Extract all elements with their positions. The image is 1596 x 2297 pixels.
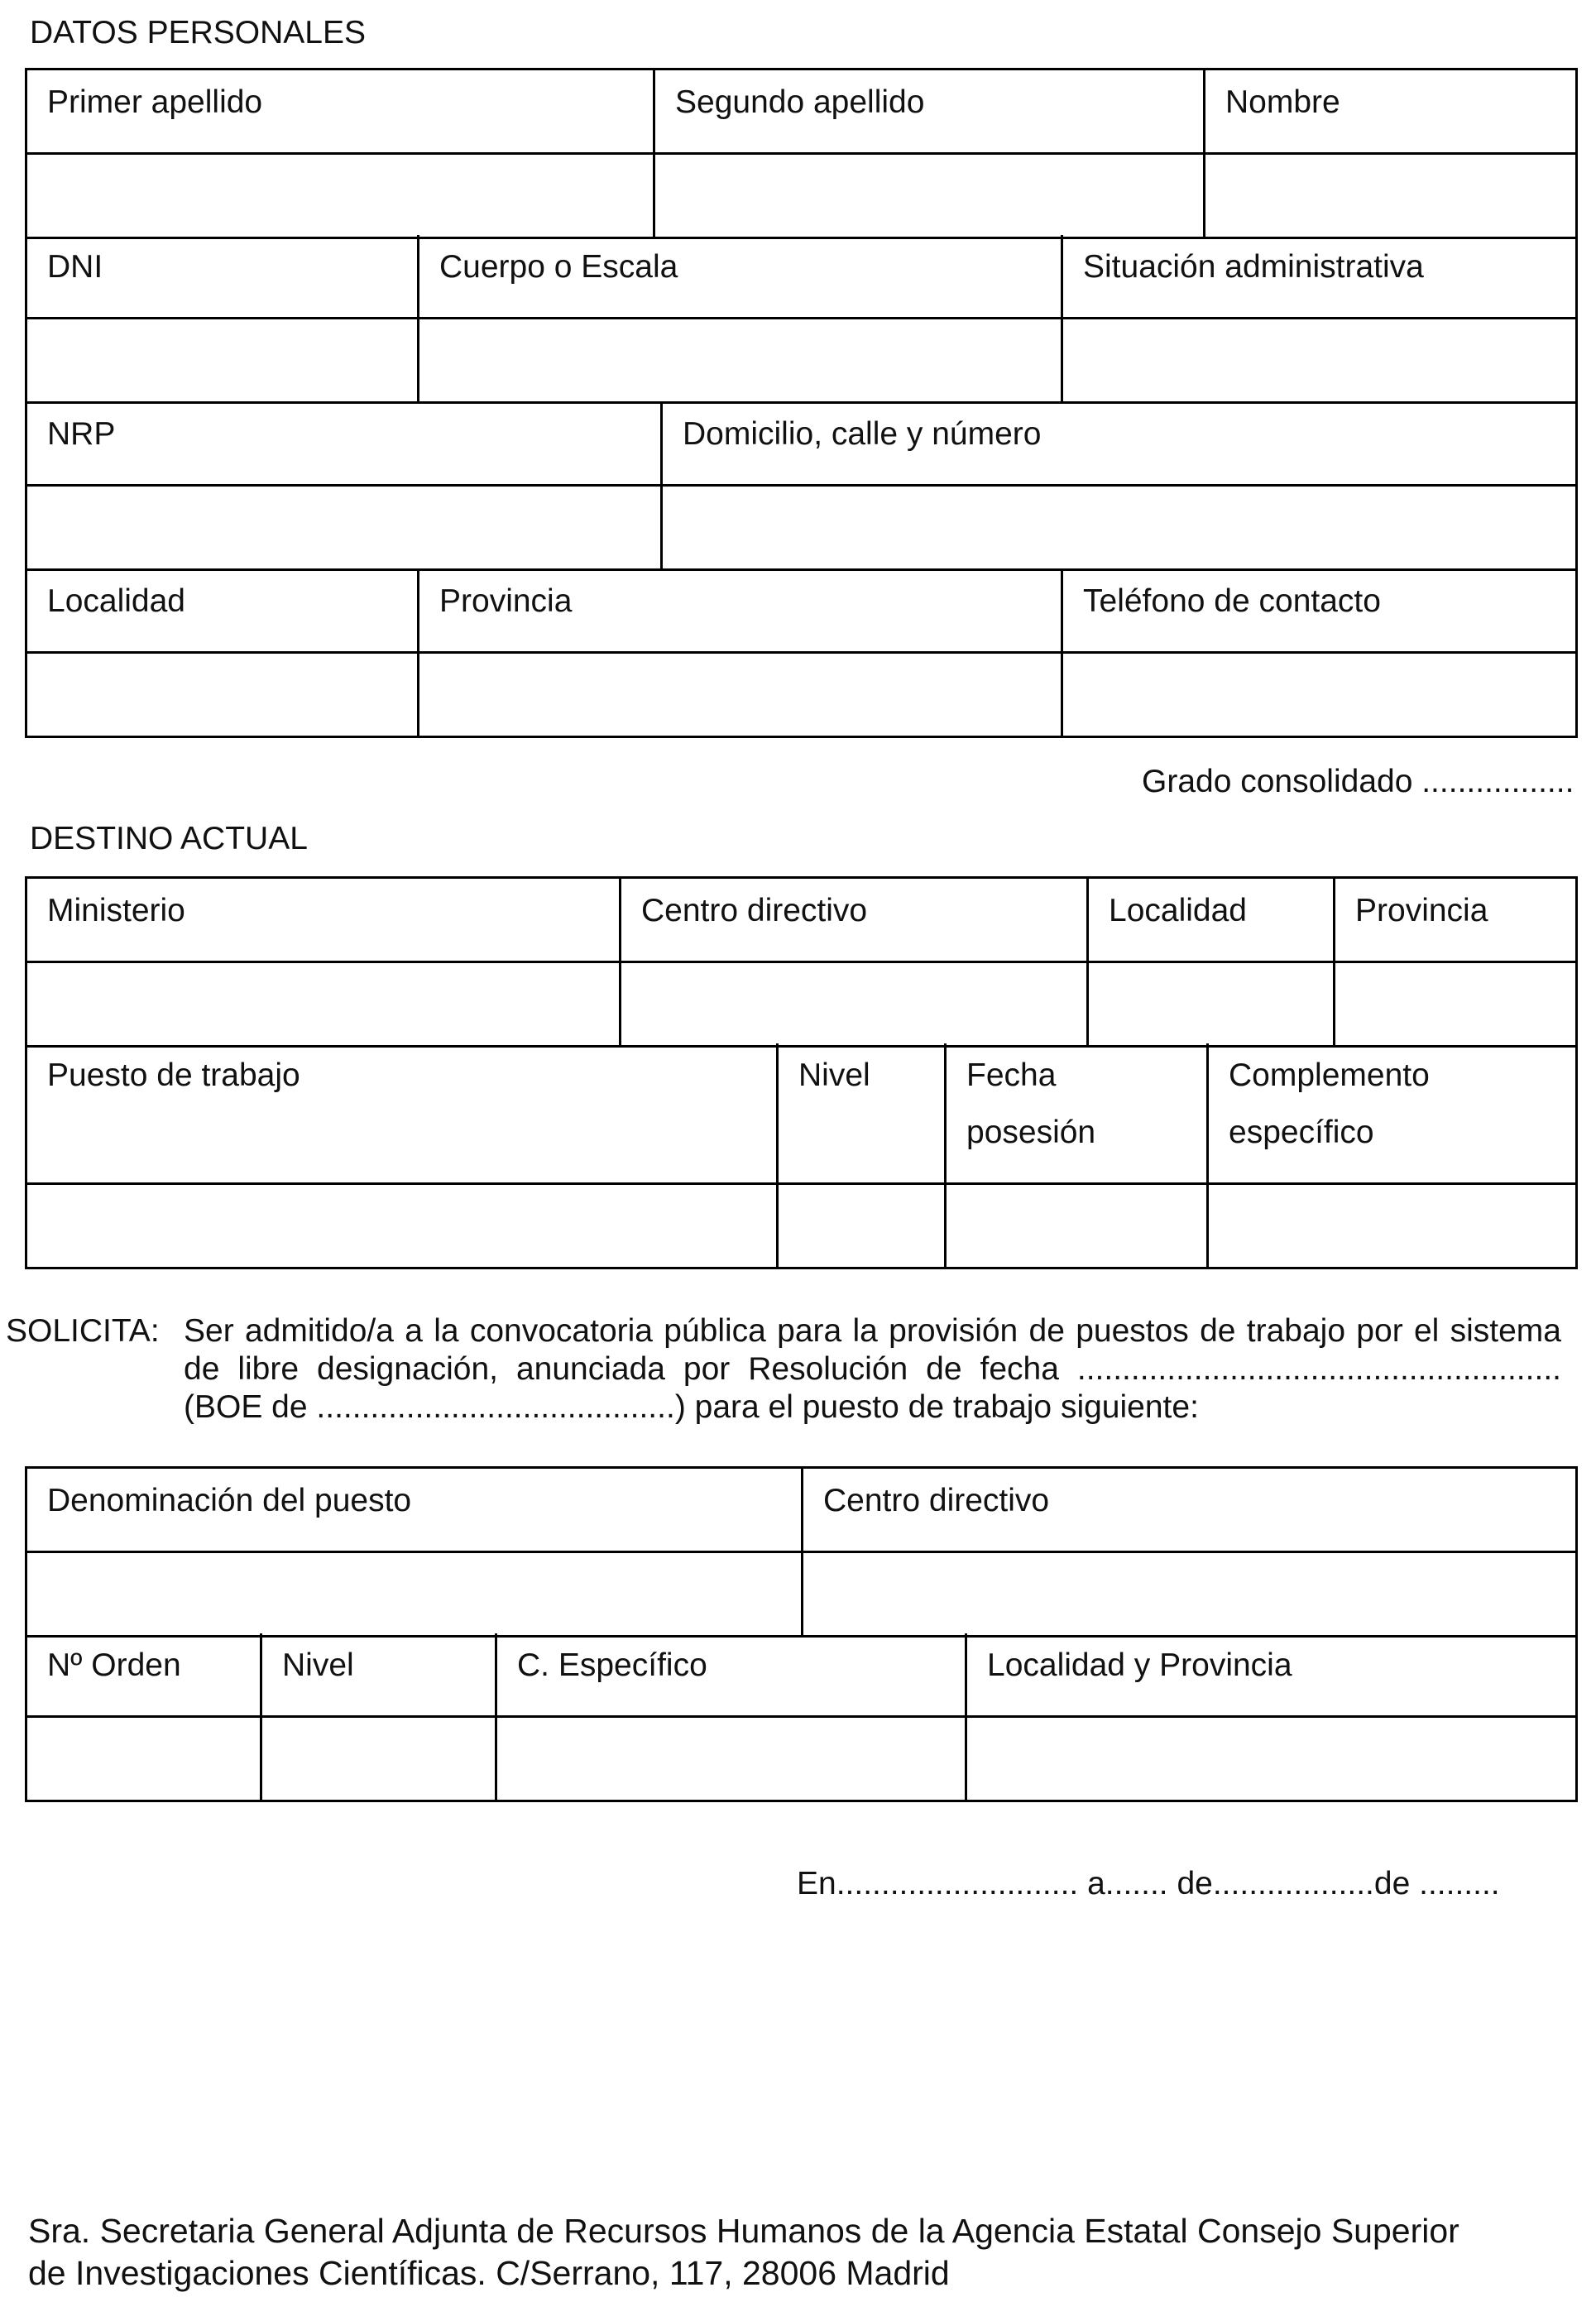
destino-grid-1: [25, 876, 1578, 1048]
field-situacion-administrativa[interactable]: [1063, 319, 1578, 404]
destinatario-line-1: Sra. Secretaria General Adjunta de Recursos Humanos de la Agencia Estatal Consejo Superior: [28, 2212, 1459, 2250]
solicita-line-2: de libre designación, anunciada por Resolución de fecha ......................................................: [184, 1351, 1561, 1387]
fecha-lugar-line: En........................... a....... de..................de .........: [797, 1866, 1500, 1901]
label-localidad: Localidad: [27, 569, 419, 654]
field-cuerpo-escala[interactable]: [419, 319, 1063, 404]
field-segundo-apellido[interactable]: [655, 155, 1205, 239]
field-fecha-posesion[interactable]: [947, 1185, 1209, 1269]
field-localidad-destino[interactable]: [1089, 963, 1335, 1048]
solicita-line-1: Ser admitido/a a la convocatoria pública para la provisión de puestos de trabajo por el sistema: [184, 1313, 1561, 1349]
label-numero-orden: Nº Orden: [27, 1633, 262, 1718]
field-ministerio[interactable]: [27, 963, 621, 1048]
label-fecha-posesion: [947, 1043, 1209, 1185]
section-heading-datos-personales: DATOS PERSONALES: [30, 15, 367, 50]
puesto-grid-2: [25, 1633, 1578, 1802]
solicita-line-3: (BOE de ........................................) para el puesto de trabajo siguiente:: [184, 1389, 1199, 1425]
destinatario-line-2: de Investigaciones Científicas. C/Serrano, 117, 28006 Madrid: [28, 2254, 950, 2292]
grado-consolidado: Grado consolidado .................: [1142, 764, 1574, 799]
field-denominacion-puesto[interactable]: [27, 1553, 803, 1638]
solicita-label: SOLICITA:: [6, 1313, 160, 1349]
field-complemento-especifico[interactable]: [1209, 1185, 1578, 1269]
field-nivel-destino[interactable]: [779, 1185, 947, 1269]
label-situacion-administrativa: Situación administrativa: [1063, 235, 1578, 319]
field-domicilio[interactable]: [663, 487, 1578, 571]
label-nivel-destino: Nivel: [779, 1043, 947, 1185]
label-provincia: Provincia: [419, 569, 1063, 654]
field-primer-apellido[interactable]: [27, 155, 655, 239]
label-puesto-trabajo: Puesto de trabajo: [27, 1043, 779, 1185]
label-localidad-destino: Localidad: [1089, 879, 1335, 963]
personal-data-grid-1: [25, 68, 1578, 239]
personal-data-grid-2: [25, 235, 1578, 404]
field-numero-orden[interactable]: [27, 1718, 262, 1802]
label-centro-directivo-puesto: Centro directivo: [803, 1469, 1578, 1553]
label-nivel-puesto: Nivel: [262, 1633, 497, 1718]
label-ministerio: Ministerio: [27, 879, 621, 963]
label-primer-apellido: Primer apellido: [27, 70, 655, 155]
label-telefono: Teléfono de contacto: [1063, 569, 1578, 654]
section-heading-destino-actual: DESTINO ACTUAL: [30, 821, 308, 856]
label-domicilio: Domicilio, calle y número: [663, 402, 1578, 487]
field-provincia[interactable]: [419, 654, 1063, 738]
label-denominacion-puesto: Denominación del puesto: [27, 1469, 803, 1553]
puesto-grid-1: [25, 1466, 1578, 1638]
label-centro-directivo: Centro directivo: [621, 879, 1089, 963]
field-nivel-puesto[interactable]: [262, 1718, 497, 1802]
destino-grid-2: [25, 1043, 1578, 1269]
field-localidad[interactable]: [27, 654, 419, 738]
field-centro-directivo-puesto[interactable]: [803, 1553, 1578, 1638]
field-centro-directivo[interactable]: [621, 963, 1089, 1048]
label-nrp: NRP: [27, 402, 663, 487]
personal-data-grid-3: [25, 402, 1578, 571]
personal-data-grid-4: [25, 569, 1578, 738]
field-telefono[interactable]: [1063, 654, 1578, 738]
label-nombre: Nombre: [1205, 70, 1578, 155]
field-c-especifico[interactable]: [497, 1718, 967, 1802]
solicita-text: [184, 1312, 1561, 1427]
label-fecha-line1: Fecha: [966, 1057, 1057, 1093]
label-complemento-line2: específico: [1229, 1115, 1374, 1150]
field-dni[interactable]: [27, 319, 419, 404]
field-nombre[interactable]: [1205, 155, 1578, 239]
label-cuerpo-escala: Cuerpo o Escala: [419, 235, 1063, 319]
label-localidad-provincia: Localidad y Provincia: [967, 1633, 1578, 1718]
field-localidad-provincia[interactable]: [967, 1718, 1578, 1802]
label-dni: DNI: [27, 235, 419, 319]
field-nrp[interactable]: [27, 487, 663, 571]
field-provincia-destino[interactable]: [1335, 963, 1578, 1048]
destinatario: [28, 2210, 1459, 2295]
label-complemento-especifico: [1209, 1043, 1578, 1185]
label-fecha-line2: posesión: [966, 1115, 1096, 1150]
label-complemento-line1: Complemento: [1229, 1057, 1430, 1093]
label-provincia-destino: Provincia: [1335, 879, 1578, 963]
label-segundo-apellido: Segundo apellido: [655, 70, 1205, 155]
label-c-especifico: C. Específico: [497, 1633, 967, 1718]
field-puesto-trabajo[interactable]: [27, 1185, 779, 1269]
